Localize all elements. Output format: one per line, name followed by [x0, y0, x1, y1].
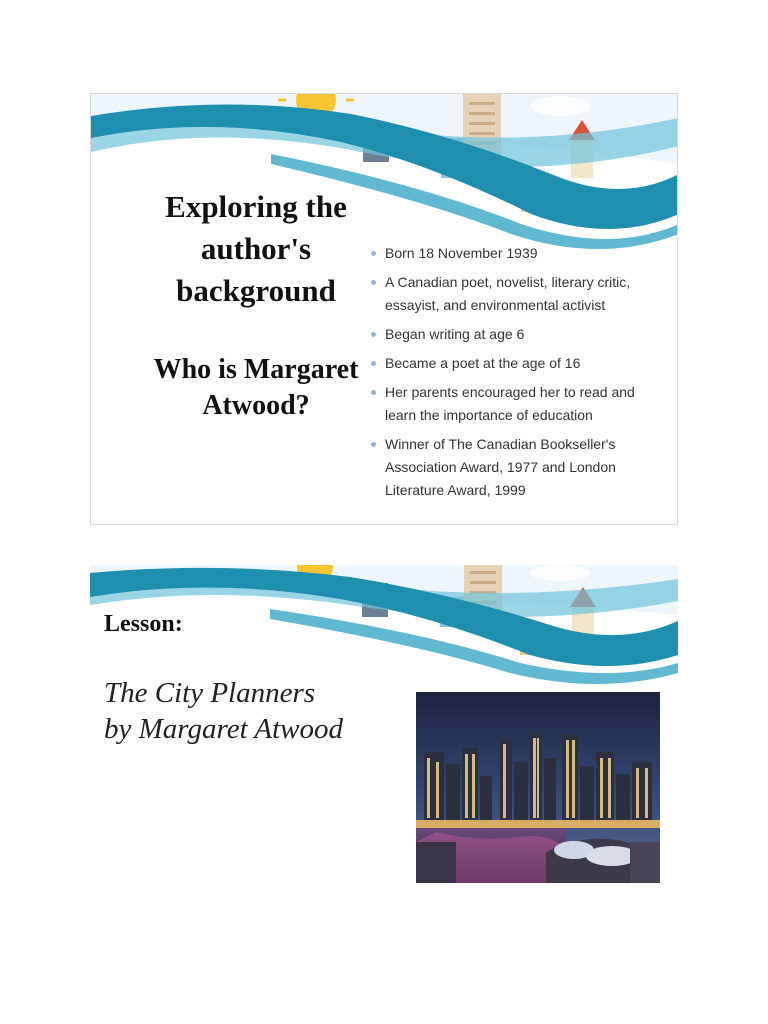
slide-title [131, 186, 381, 312]
bullet-text: Began writing at age 6 [385, 326, 525, 342]
bullet-item [369, 433, 669, 502]
slide-lesson [90, 565, 678, 887]
slide-title-line: background [176, 273, 336, 308]
lesson-title-line: The City Planners [104, 677, 316, 709]
slide-subtitle-line: Atwood? [202, 390, 310, 421]
slide-subtitle-line: Who is Margaret [153, 354, 359, 385]
bullet-item [369, 323, 669, 346]
bullet-item [369, 352, 669, 375]
slide-subtitle [131, 352, 381, 424]
bullet-dot-icon [371, 332, 376, 337]
slide-title-line: author's [200, 231, 312, 266]
bio-bullet-list [369, 242, 669, 508]
bullet-dot-icon [371, 390, 376, 395]
bullet-text: A Canadian poet, novelist, literary critic, essayist, and environmental activist [385, 274, 631, 313]
slide-title-line: Exploring the [165, 189, 347, 224]
bullet-item [369, 242, 669, 265]
bullet-dot-icon [371, 251, 376, 256]
bullet-text: Born 18 November 1939 [385, 245, 538, 261]
bullet-text: Winner of The Canadian Bookseller's Association Award, 1977 and London Literature Award, 1999 [385, 436, 616, 498]
bullet-item [369, 381, 669, 427]
lesson-title [104, 675, 404, 747]
bullet-dot-icon [371, 280, 376, 285]
bullet-dot-icon [371, 361, 376, 366]
bullet-item [369, 271, 669, 317]
bullet-dot-icon [371, 442, 376, 447]
lesson-title-line: by Margaret Atwood [104, 713, 343, 745]
lesson-label: Lesson: [104, 611, 183, 637]
bullet-text: Her parents encouraged her to read and learn the importance of education [385, 384, 635, 423]
bullet-text: Became a poet at the age of 16 [385, 355, 581, 371]
slide-author-background [90, 93, 678, 525]
city-skyline-photo [416, 692, 660, 883]
